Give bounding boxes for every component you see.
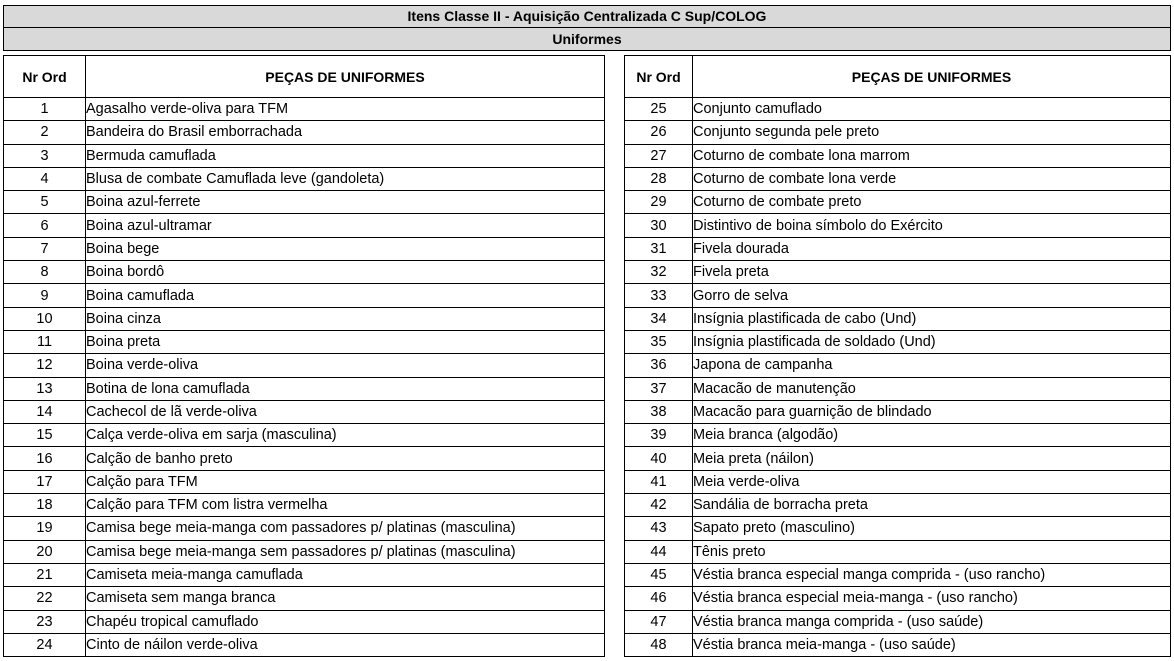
- piece-name-cell: Insígnia plastificada de soldado (Und): [693, 330, 1171, 353]
- nr-ord-cell: 37: [625, 377, 693, 400]
- nr-ord-cell: 8: [4, 261, 86, 284]
- table-row: [4, 424, 605, 447]
- piece-name-cell: Tênis preto: [693, 540, 1171, 563]
- nr-ord-cell: 40: [625, 447, 693, 470]
- piece-name-cell: Bandeira do Brasil emborrachada: [86, 121, 605, 144]
- sheet-title: Itens Classe II - Aquisição Centralizada C Sup/COLOG: [3, 5, 1171, 28]
- table-header-row: [4, 56, 605, 98]
- piece-name-cell: Camisa bege meia-manga sem passadores p/ platinas (masculina): [86, 540, 605, 563]
- nr-ord-cell: 4: [4, 167, 86, 190]
- piece-name-cell: Boina bordô: [86, 261, 605, 284]
- table-row: [4, 98, 605, 121]
- nr-ord-cell: 43: [625, 517, 693, 540]
- table-row: [625, 517, 1171, 540]
- table-row: [625, 494, 1171, 517]
- tables-container: [3, 55, 1171, 657]
- nr-ord-cell: 46: [625, 587, 693, 610]
- piece-name-cell: Boina camuflada: [86, 284, 605, 307]
- nr-ord-cell: 18: [4, 494, 86, 517]
- table-row: [625, 377, 1171, 400]
- nr-ord-cell: 6: [4, 214, 86, 237]
- table-row: [625, 330, 1171, 353]
- table-row: [625, 284, 1171, 307]
- column-header-pecas: PEÇAS DE UNIFORMES: [693, 56, 1171, 98]
- nr-ord-cell: 33: [625, 284, 693, 307]
- table-row: [625, 447, 1171, 470]
- nr-ord-cell: 5: [4, 191, 86, 214]
- nr-ord-cell: 32: [625, 261, 693, 284]
- table-row: [4, 237, 605, 260]
- table-row: [625, 167, 1171, 190]
- nr-ord-cell: 41: [625, 470, 693, 493]
- nr-ord-cell: 38: [625, 400, 693, 423]
- piece-name-cell: Camiseta sem manga branca: [86, 587, 605, 610]
- piece-name-cell: Camisa bege meia-manga com passadores p/ platinas (masculina): [86, 517, 605, 540]
- column-header-nr-ord: Nr Ord: [4, 56, 86, 98]
- piece-name-cell: Calça verde-oliva em sarja (masculina): [86, 424, 605, 447]
- table-row: [625, 563, 1171, 586]
- table-row: [4, 563, 605, 586]
- piece-name-cell: Camiseta meia-manga camuflada: [86, 563, 605, 586]
- piece-name-cell: Japona de campanha: [693, 354, 1171, 377]
- piece-name-cell: Calção de banho preto: [86, 447, 605, 470]
- uniform-table-right: [624, 55, 1171, 657]
- piece-name-cell: Cinto de náilon verde-oliva: [86, 633, 605, 656]
- piece-name-cell: Botina de lona camuflada: [86, 377, 605, 400]
- nr-ord-cell: 2: [4, 121, 86, 144]
- nr-ord-cell: 36: [625, 354, 693, 377]
- nr-ord-cell: 14: [4, 400, 86, 423]
- nr-ord-cell: 47: [625, 610, 693, 633]
- table-row: [4, 517, 605, 540]
- nr-ord-cell: 24: [4, 633, 86, 656]
- table-row: [4, 540, 605, 563]
- table-row: [625, 587, 1171, 610]
- piece-name-cell: Chapéu tropical camuflado: [86, 610, 605, 633]
- table-row: [625, 98, 1171, 121]
- nr-ord-cell: 35: [625, 330, 693, 353]
- uniform-table-left: [3, 55, 605, 657]
- table-row: [4, 307, 605, 330]
- nr-ord-cell: 30: [625, 214, 693, 237]
- table-row: [4, 377, 605, 400]
- table-row: [625, 633, 1171, 656]
- nr-ord-cell: 22: [4, 587, 86, 610]
- piece-name-cell: Boina bege: [86, 237, 605, 260]
- piece-name-cell: Boina azul-ferrete: [86, 191, 605, 214]
- piece-name-cell: Fivela dourada: [693, 237, 1171, 260]
- piece-name-cell: Gorro de selva: [693, 284, 1171, 307]
- piece-name-cell: Macacão de manutenção: [693, 377, 1171, 400]
- nr-ord-cell: 17: [4, 470, 86, 493]
- table-row: [4, 354, 605, 377]
- nr-ord-cell: 44: [625, 540, 693, 563]
- table-row: [4, 191, 605, 214]
- uniform-items-sheet: [3, 5, 1171, 657]
- piece-name-cell: Véstia branca manga comprida - (uso saúde): [693, 610, 1171, 633]
- nr-ord-cell: 20: [4, 540, 86, 563]
- nr-ord-cell: 16: [4, 447, 86, 470]
- piece-name-cell: Blusa de combate Camuflada leve (gandoleta): [86, 167, 605, 190]
- nr-ord-cell: 13: [4, 377, 86, 400]
- piece-name-cell: Véstia branca meia-manga - (uso saúde): [693, 633, 1171, 656]
- piece-name-cell: Bermuda camuflada: [86, 144, 605, 167]
- piece-name-cell: Boina cinza: [86, 307, 605, 330]
- table-row: [4, 494, 605, 517]
- nr-ord-cell: 48: [625, 633, 693, 656]
- table-row: [4, 400, 605, 423]
- nr-ord-cell: 28: [625, 167, 693, 190]
- piece-name-cell: Véstia branca especial manga comprida - (uso rancho): [693, 563, 1171, 586]
- table-row: [4, 447, 605, 470]
- nr-ord-cell: 42: [625, 494, 693, 517]
- nr-ord-cell: 11: [4, 330, 86, 353]
- piece-name-cell: Meia preta (náilon): [693, 447, 1171, 470]
- piece-name-cell: Conjunto segunda pele preto: [693, 121, 1171, 144]
- piece-name-cell: Sapato preto (masculino): [693, 517, 1171, 540]
- nr-ord-cell: 19: [4, 517, 86, 540]
- table-row: [4, 121, 605, 144]
- table-row: [4, 214, 605, 237]
- nr-ord-cell: 34: [625, 307, 693, 330]
- nr-ord-cell: 25: [625, 98, 693, 121]
- nr-ord-cell: 26: [625, 121, 693, 144]
- nr-ord-cell: 15: [4, 424, 86, 447]
- piece-name-cell: Distintivo de boina símbolo do Exército: [693, 214, 1171, 237]
- table-row: [625, 424, 1171, 447]
- nr-ord-cell: 21: [4, 563, 86, 586]
- piece-name-cell: Coturno de combate lona marrom: [693, 144, 1171, 167]
- nr-ord-cell: 12: [4, 354, 86, 377]
- table-row: [4, 587, 605, 610]
- piece-name-cell: Meia verde-oliva: [693, 470, 1171, 493]
- table-row: [625, 307, 1171, 330]
- table-body-right: [625, 98, 1171, 657]
- table-row: [625, 400, 1171, 423]
- nr-ord-cell: 31: [625, 237, 693, 260]
- table-header-row: [625, 56, 1171, 98]
- table-row: [625, 610, 1171, 633]
- piece-name-cell: Calção para TFM: [86, 470, 605, 493]
- piece-name-cell: Conjunto camuflado: [693, 98, 1171, 121]
- table-row: [4, 330, 605, 353]
- piece-name-cell: Insígnia plastificada de cabo (Und): [693, 307, 1171, 330]
- piece-name-cell: Sandália de borracha preta: [693, 494, 1171, 517]
- piece-name-cell: Calção para TFM com listra vermelha: [86, 494, 605, 517]
- piece-name-cell: Agasalho verde-oliva para TFM: [86, 98, 605, 121]
- piece-name-cell: Boina preta: [86, 330, 605, 353]
- piece-name-cell: Coturno de combate preto: [693, 191, 1171, 214]
- piece-name-cell: Macacão para guarnição de blindado: [693, 400, 1171, 423]
- column-header-pecas: PEÇAS DE UNIFORMES: [86, 56, 605, 98]
- table-row: [625, 121, 1171, 144]
- piece-name-cell: Boina verde-oliva: [86, 354, 605, 377]
- nr-ord-cell: 7: [4, 237, 86, 260]
- nr-ord-cell: 10: [4, 307, 86, 330]
- nr-ord-cell: 27: [625, 144, 693, 167]
- nr-ord-cell: 3: [4, 144, 86, 167]
- nr-ord-cell: 9: [4, 284, 86, 307]
- piece-name-cell: Fivela preta: [693, 261, 1171, 284]
- table-row: [625, 191, 1171, 214]
- table-row: [625, 214, 1171, 237]
- table-row: [4, 633, 605, 656]
- table-row: [4, 144, 605, 167]
- table-row: [4, 261, 605, 284]
- table-row: [4, 284, 605, 307]
- column-header-nr-ord: Nr Ord: [625, 56, 693, 98]
- piece-name-cell: Coturno de combate lona verde: [693, 167, 1171, 190]
- table-row: [625, 540, 1171, 563]
- nr-ord-cell: 45: [625, 563, 693, 586]
- table-row: [625, 261, 1171, 284]
- piece-name-cell: Boina azul-ultramar: [86, 214, 605, 237]
- sheet-subtitle: Uniformes: [3, 28, 1171, 51]
- table-row: [625, 354, 1171, 377]
- table-row: [4, 470, 605, 493]
- piece-name-cell: Véstia branca especial meia-manga - (uso rancho): [693, 587, 1171, 610]
- table-row: [4, 167, 605, 190]
- table-row: [625, 470, 1171, 493]
- table-body-left: [4, 98, 605, 657]
- nr-ord-cell: 39: [625, 424, 693, 447]
- nr-ord-cell: 1: [4, 98, 86, 121]
- piece-name-cell: Cachecol de lã verde-oliva: [86, 400, 605, 423]
- table-row: [625, 237, 1171, 260]
- nr-ord-cell: 29: [625, 191, 693, 214]
- piece-name-cell: Meia branca (algodão): [693, 424, 1171, 447]
- table-row: [625, 144, 1171, 167]
- nr-ord-cell: 23: [4, 610, 86, 633]
- table-row: [4, 610, 605, 633]
